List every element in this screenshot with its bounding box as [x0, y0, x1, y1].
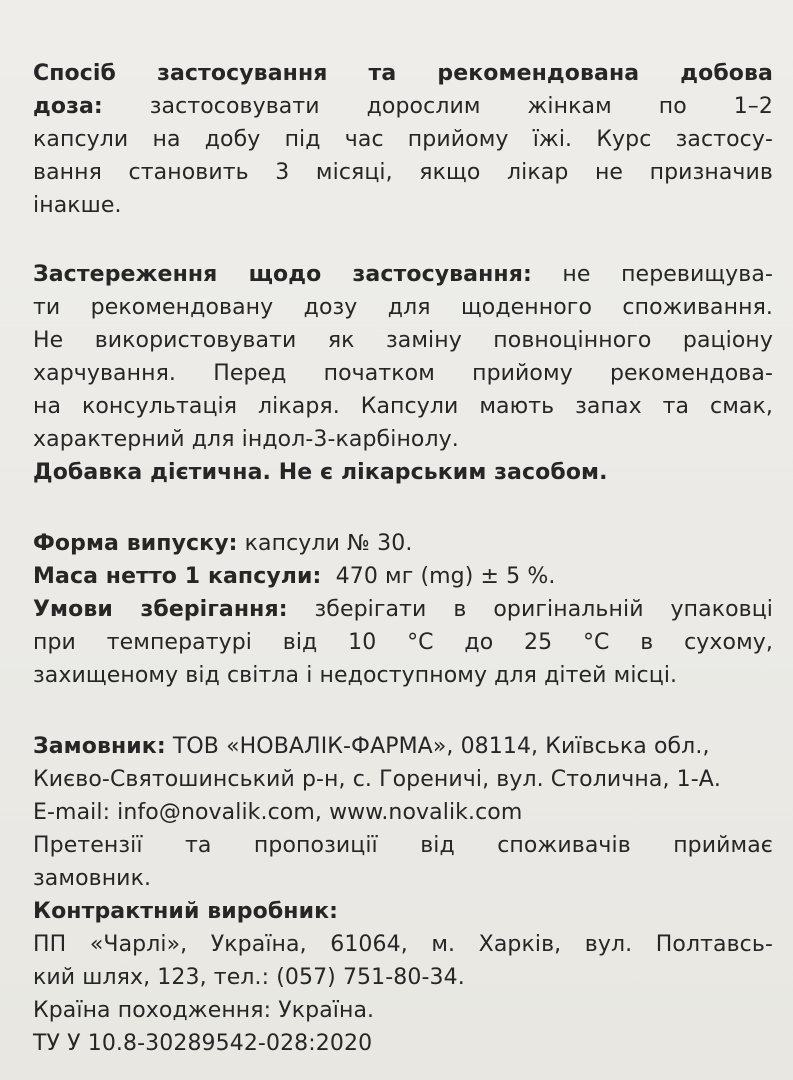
customer-line-3: E-mail: info@novalik.com, www.novalik.com — [33, 800, 523, 825]
warnings-line-6: характерний для індол-3-карбінолу. — [33, 427, 459, 452]
warnings-line-5: на консультація лікаря. Капсули мають запах та смак, — [33, 394, 773, 419]
mass-label: Маса нетто 1 капсули: — [33, 564, 322, 589]
usage-line-4: інакше. — [33, 193, 122, 218]
storage-line-1 — [33, 593, 773, 626]
usage-line-1 — [33, 90, 773, 123]
form-line — [33, 527, 773, 560]
storage-label: Умови зберігання: — [33, 597, 288, 622]
customer-text-1: ТОВ «НОВАЛІК-ФАРМА», 08114, Київська обл., — [165, 734, 710, 759]
customer-line-2: Києво-Святошинський р-н, с. Гореничі, вул. Столична, 1-А. — [33, 767, 722, 792]
warnings-text-1: не перевищува- — [531, 262, 773, 287]
customer-label: Замовник: — [33, 734, 166, 759]
origin-country: Країна походження: Україна. — [33, 998, 375, 1023]
manufacturer-line-2: кий шлях, 123, тел.: (057) 751-80-34. — [33, 965, 465, 990]
storage-line-2: при температурі від 10 °С до 25 °С в сухому, — [33, 630, 773, 655]
form-label: Форма випуску: — [33, 531, 238, 556]
customer-line-5: замовник. — [33, 866, 152, 891]
dietary-notice: Добавка дієтична. Не є лікарським засобом. — [33, 460, 608, 485]
storage-line-3: захищеному від світла і недоступному для дітей місці. — [33, 663, 678, 688]
customer-line-4: Претензії та пропозиції від споживачів приймає — [33, 833, 773, 858]
storage-text-1: зберігати в оригінальній упаковці — [287, 597, 773, 622]
warnings-line-1 — [33, 258, 773, 291]
spec-number: ТУ У 10.8-30289542-028:2020 — [33, 1031, 373, 1056]
warnings-line-3: Не використовувати як заміну повноцінного раціону — [33, 328, 773, 353]
usage-heading: Спосіб застосування та рекомендована добова — [33, 61, 773, 86]
form-value: капсули № 30. — [237, 531, 413, 556]
warnings-line-4: харчування. Перед початком прийому рекомендова- — [33, 361, 773, 386]
usage-line-3: вання становить 3 місяці, якщо лікар не призначив — [33, 160, 773, 185]
manufacturer-label: Контрактний виробник: — [33, 899, 339, 924]
manufacturer-line-1: ПП «Чарлі», Україна, 61064, м. Харків, вул. Полтавсь- — [33, 932, 773, 957]
mass-value: 470 мг (mg) ± 5 %. — [321, 564, 556, 589]
customer-line-1 — [33, 730, 773, 763]
usage-text-1: застосовувати дорослим жінкам по 1–2 — [102, 94, 773, 119]
usage-heading-cont: доза: — [33, 94, 103, 119]
usage-line-2: капсули на добу під час прийому їжі. Курс застосу- — [33, 127, 773, 152]
warnings-heading: Застереження щодо застосування: — [33, 262, 532, 287]
warnings-line-2: ти рекомендовану дозу для щоденного споживання. — [33, 295, 773, 320]
mass-line — [33, 560, 773, 593]
